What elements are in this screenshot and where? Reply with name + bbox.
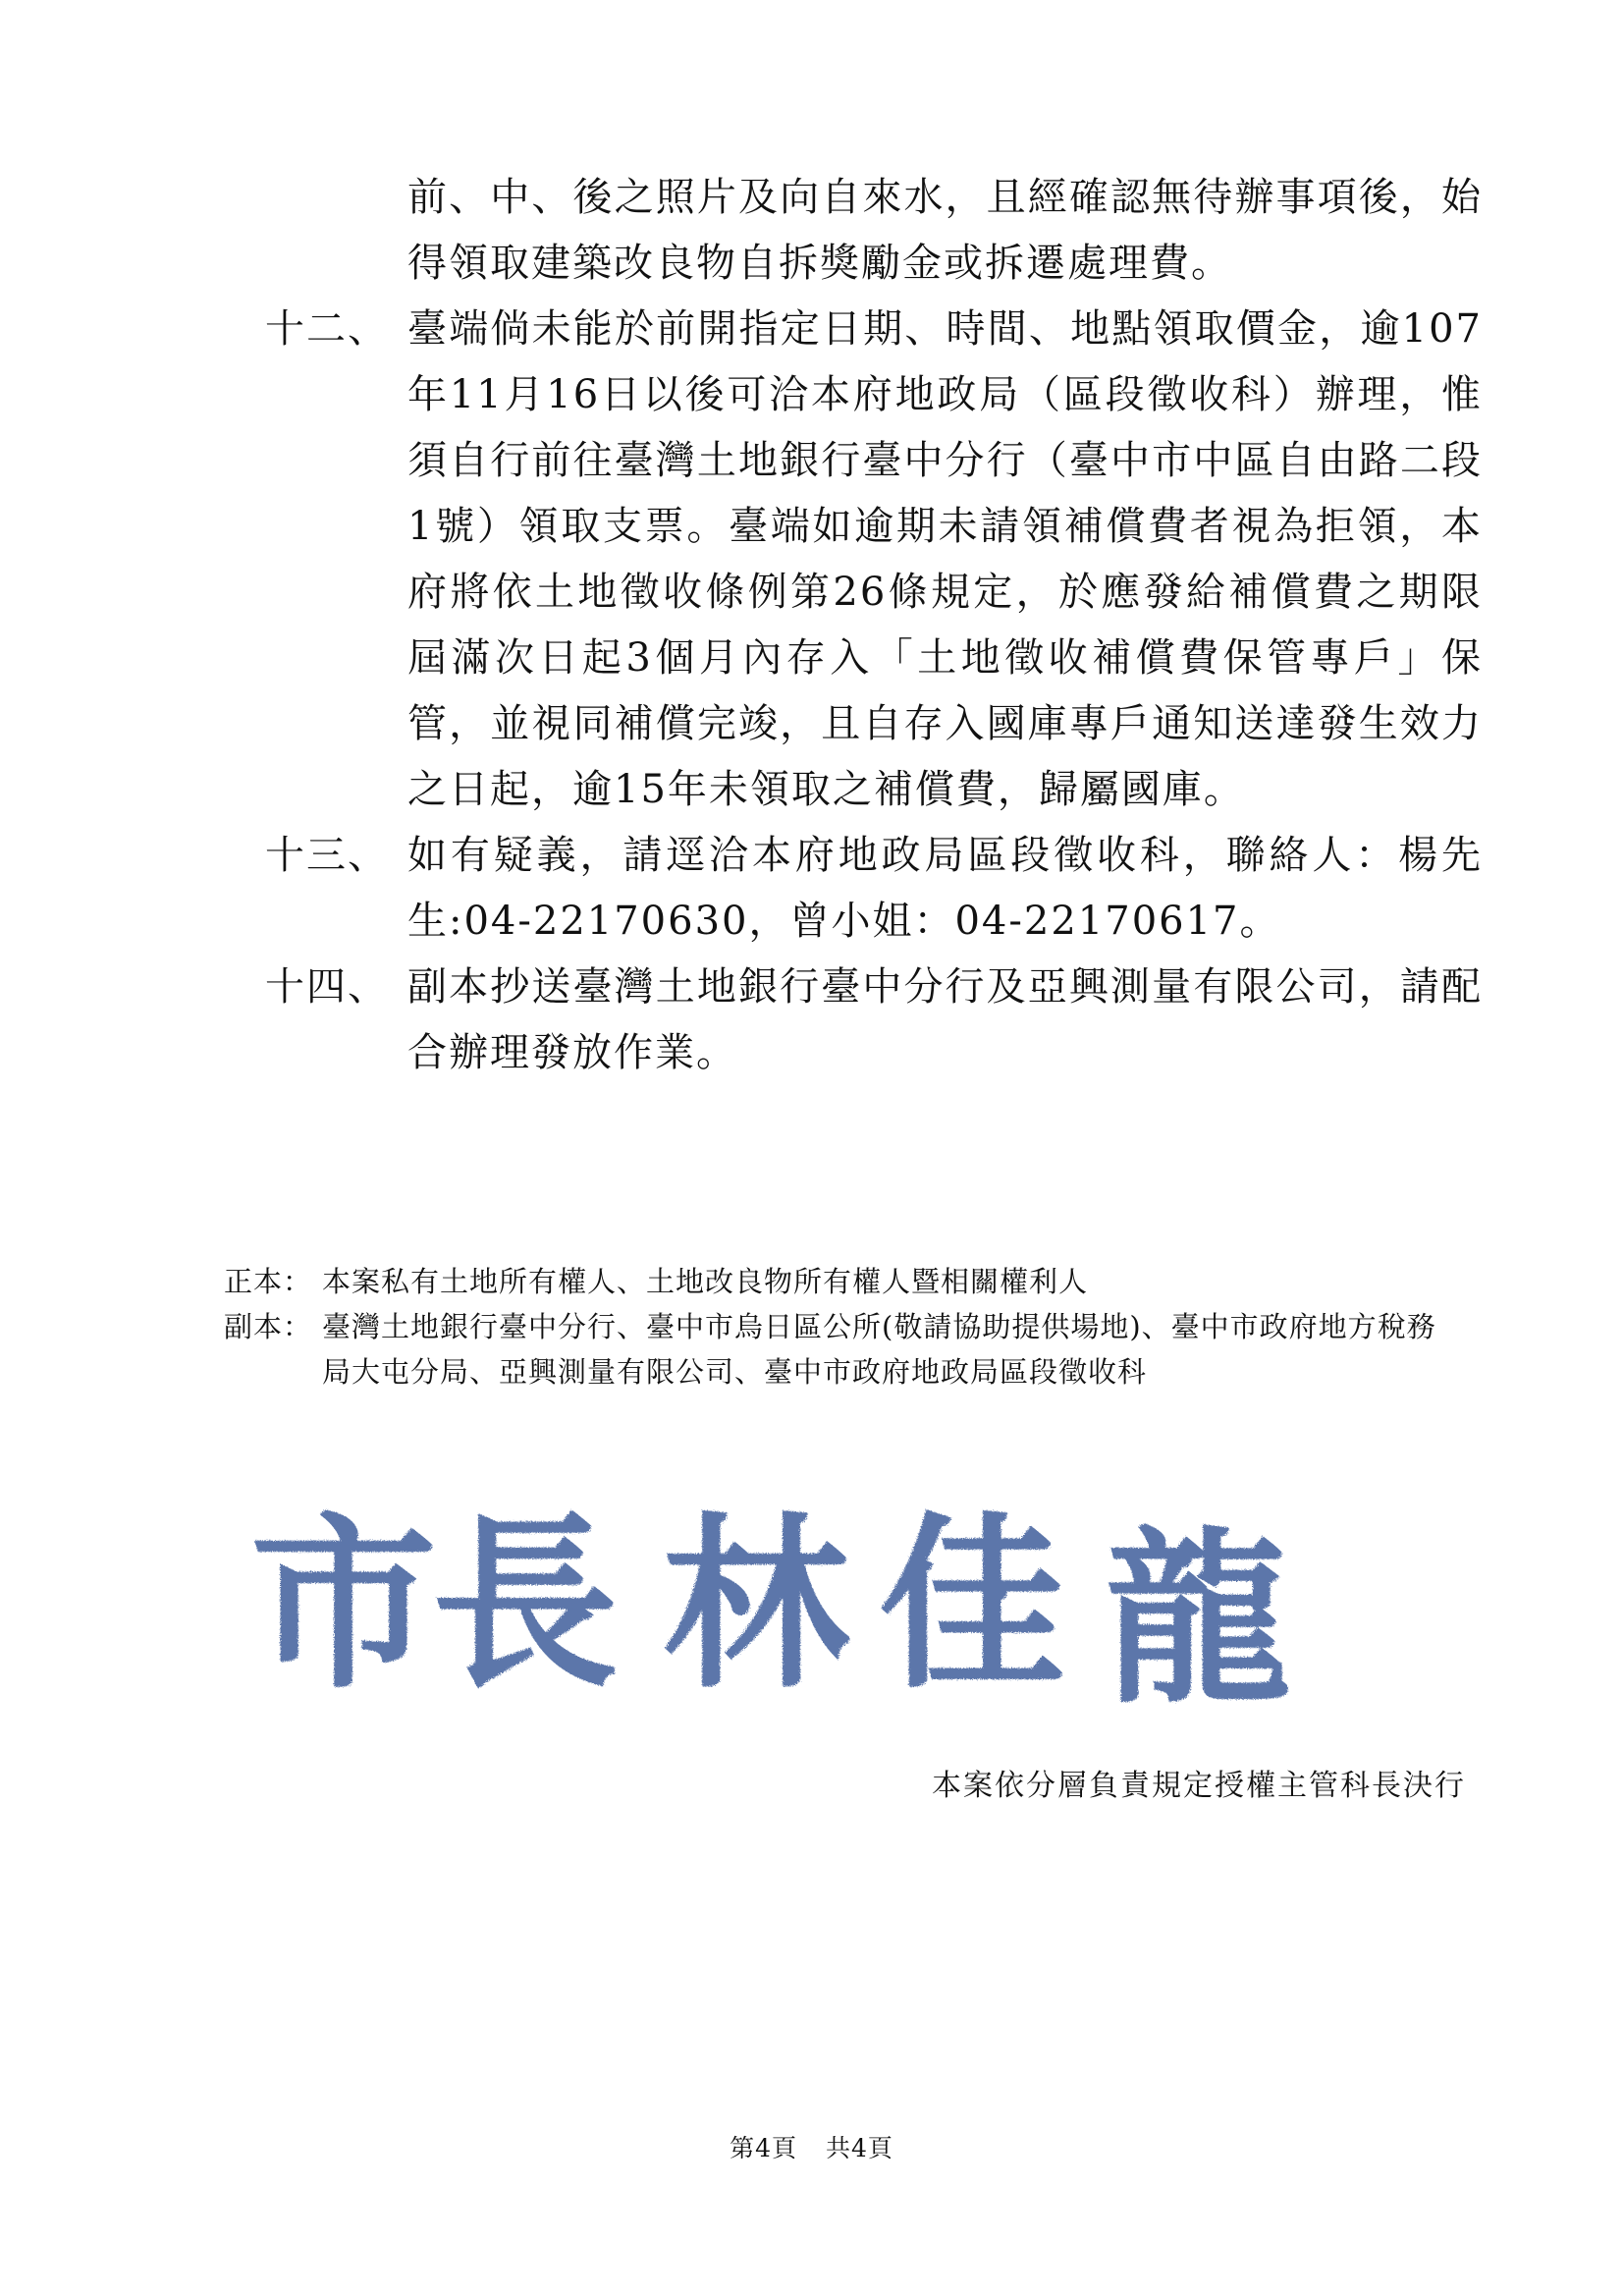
paragraph-text: 副本抄送臺灣土地銀行臺中分行及亞興測量有限公司，請配合辦理發放作業。: [407, 964, 1483, 1075]
item-number: 十四、: [265, 964, 389, 1010]
seal-char: 市: [250, 1495, 438, 1714]
original-recipients: [224, 1259, 1461, 1304]
seal-char: 長: [432, 1495, 620, 1714]
paragraph-text: 前、中、後之照片及向自來水，且經確認無待辦事項後，始得領取建築改良物自拆獎勵金或拆遷處理費。: [407, 175, 1483, 286]
paragraph-text: 如有疑義，請逕洽本府地政局區段徵收科，聯絡人：楊先生:04-22170630，曾小姐：04-22170617。: [407, 833, 1483, 944]
paragraph-text: 臺端倘未能於前開指定日期、時間、地點領取價金，逾107年11月16日以後可洽本府地政局（區段徵收科）辦理，惟須自行前往臺灣土地銀行臺中分行（臺中市中區自由路二段1號）領取支票。臺端如逾期未請領補償費者視為拒領，本府將依土地徵收條例第26條規定，於應發給補償費之期限屆滿次日起3個月內存入「土地徵收補償費保管專戶」保管，並視同補償完竣，且自存入國庫專戶通知送達發生效力之日起，逾15年未領取之補償費，歸屬國庫。: [407, 306, 1483, 812]
original-label: 正本：: [224, 1265, 313, 1298]
seal-char: 龍: [1105, 1509, 1292, 1719]
delegation-note: 本案依分層負責規定授權主管科長決行: [932, 1769, 1466, 1803]
original-value: 本案私有土地所有權人、土地改良物所有權人暨相關權利人: [322, 1265, 1089, 1298]
seal-char: 佳: [879, 1495, 1066, 1714]
copy-value: 臺灣土地銀行臺中分行、臺中市烏日區公所(敬請協助提供場地)、臺中市政府地方稅務局大屯分局、亞興測量有限公司、臺中市政府地政局區段徵收科: [322, 1310, 1436, 1389]
page-total: 共4頁: [825, 2134, 893, 2162]
copy-recipients: [224, 1304, 1461, 1394]
paragraph-continued: [265, 165, 1483, 297]
seal-char: 林: [663, 1495, 850, 1714]
page-footer: [0, 2129, 1623, 2164]
paragraph-item-13: [265, 823, 1483, 955]
document-body: [265, 165, 1483, 1086]
distribution-list: [224, 1259, 1461, 1394]
item-number: 十三、: [265, 833, 389, 878]
paragraph-item-14: [265, 955, 1483, 1086]
copy-label: 副本：: [224, 1310, 313, 1343]
paragraph-item-12: [265, 297, 1483, 823]
page-number: 第4頁: [730, 2134, 798, 2162]
mayor-seal-stamp: [250, 1473, 1321, 1719]
item-number: 十二、: [265, 306, 389, 352]
